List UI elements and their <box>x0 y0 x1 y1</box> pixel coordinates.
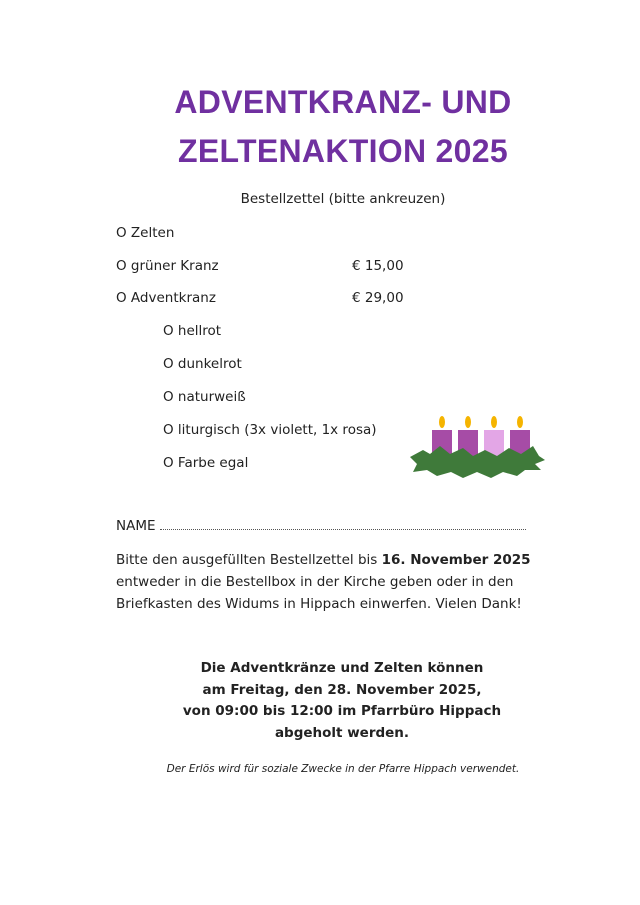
option-naturweiss[interactable]: O naturweiß <box>163 389 246 405</box>
name-dotted-line <box>160 519 526 530</box>
name-label: NAME <box>116 518 156 534</box>
name-field[interactable] <box>116 518 526 534</box>
candle-flames <box>439 416 523 428</box>
instructions-text-rest: entweder in die Bestellbox in der Kirche geben oder in den Briefkasten des Widums in Hippach einwerfen. Vielen Dank! <box>116 574 522 612</box>
option-hellrot[interactable]: O hellrot <box>163 323 222 339</box>
option-dunkelrot[interactable]: O dunkelrot <box>163 356 242 372</box>
deadline-date: 16. November 2025 <box>381 552 531 568</box>
instructions-paragraph <box>116 549 546 615</box>
option-liturgisch[interactable]: O liturgisch (3x violett, 1x rosa) <box>163 422 377 438</box>
option-adventkranz[interactable]: O Adventkranz <box>116 290 216 306</box>
option-gruener-kranz[interactable]: O grüner Kranz <box>116 258 219 274</box>
subtitle: Bestellzettel (bitte ankreuzen) <box>240 191 446 207</box>
pickup-line: am Freitag, den 28. November 2025, <box>202 681 482 698</box>
instructions-text: Bitte den ausgefüllten Bestellzettel bis <box>116 552 382 568</box>
pickup-line: Die Adventkränze und Zelten können <box>200 660 484 676</box>
price-gruener-kranz: € 15,00 <box>352 258 404 274</box>
footer-note: Der Erlös wird für soziale Zwecke in der Pfarre Hippach verwendet. <box>166 763 520 775</box>
pickup-line: von 09:00 bis 12:00 im Pfarrbüro Hippach <box>182 703 502 719</box>
title-line-1: ADVENTKRANZ- UND <box>174 84 512 120</box>
title-line-2: ZELTENAKTION 2025 <box>178 133 508 169</box>
pickup-info <box>0 658 640 744</box>
pickup-line: abgeholt werden. <box>274 724 410 741</box>
price-adventkranz: € 29,00 <box>352 290 404 306</box>
option-zelten[interactable]: O Zelten <box>116 225 175 241</box>
option-farbe-egal[interactable]: O Farbe egal <box>163 455 249 471</box>
advent-wreath-icon <box>405 412 545 482</box>
